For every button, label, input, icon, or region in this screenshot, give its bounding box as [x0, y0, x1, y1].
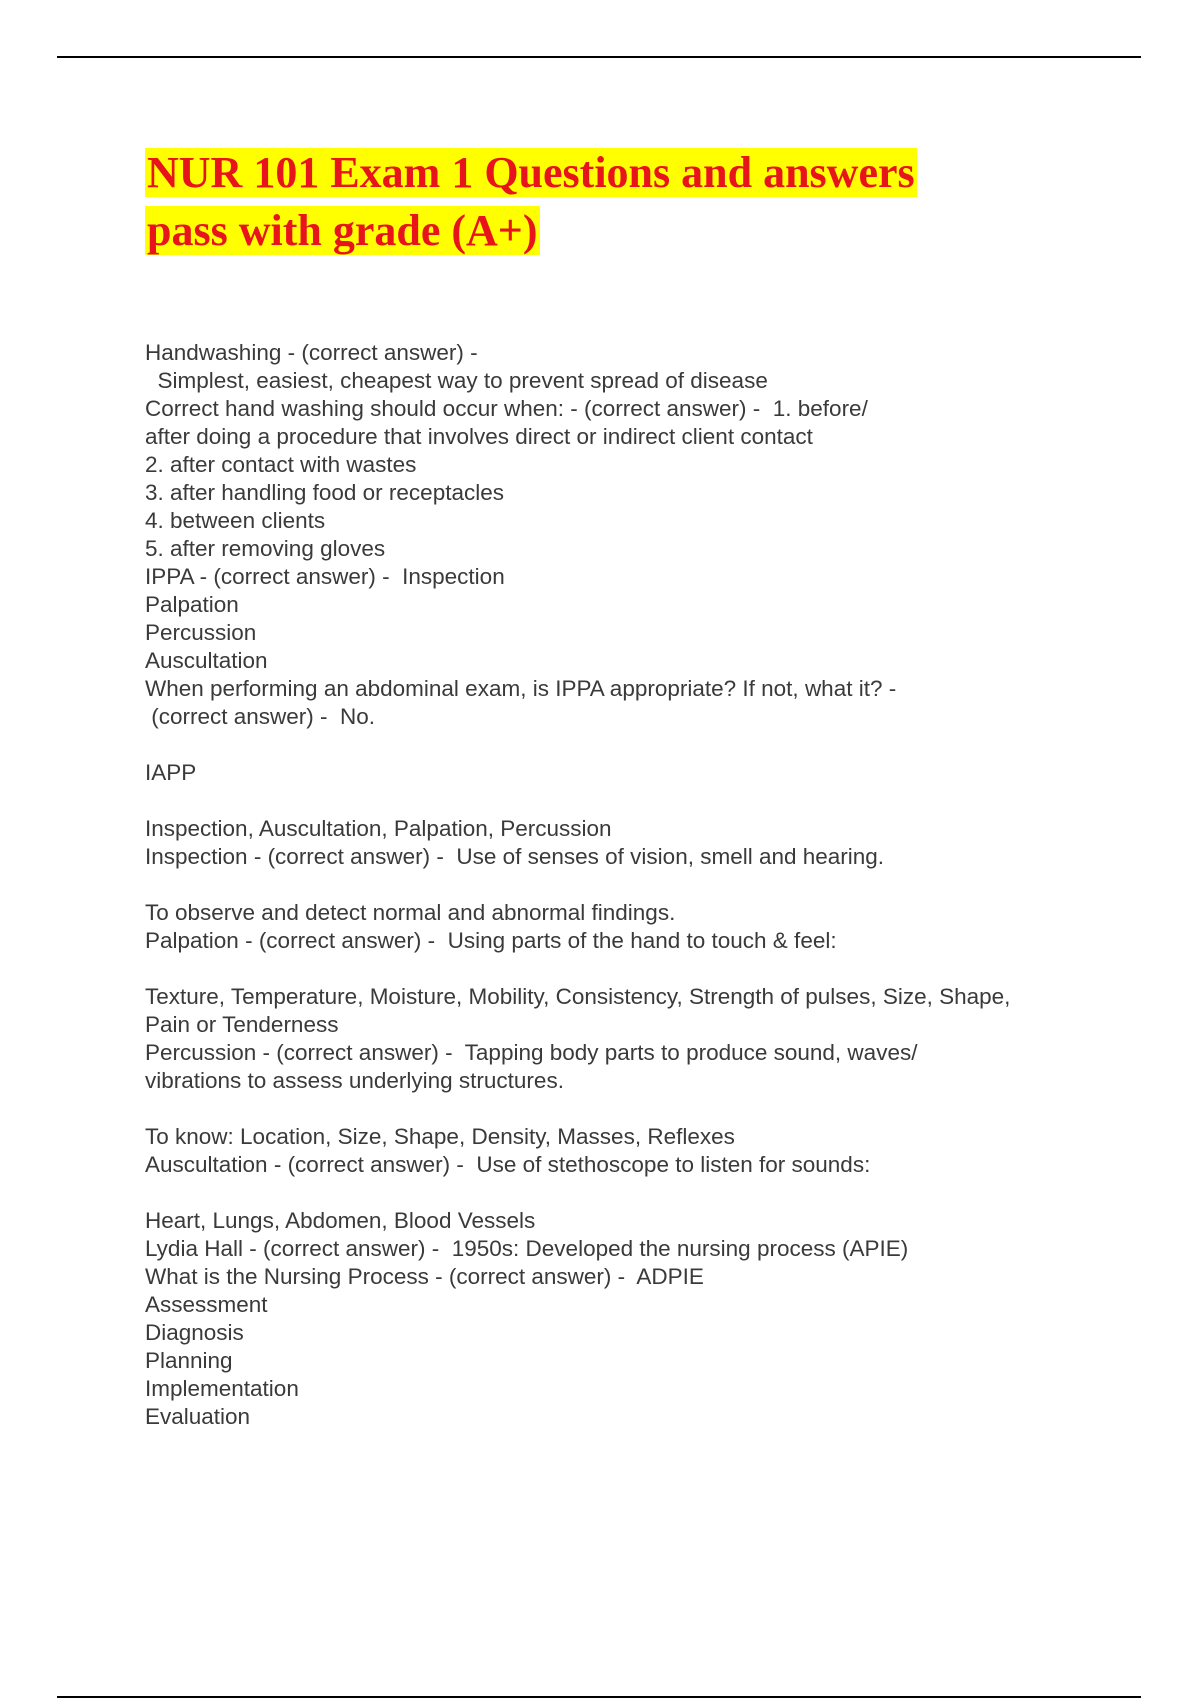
text-line: Texture, Temperature, Moisture, Mobility, Consistency, Strength of pulses, Size, Shape,	[145, 984, 1011, 1009]
text-line: 3. after handling food or receptacles	[145, 480, 504, 505]
text-line: When performing an abdominal exam, is IPPA appropriate? If not, what it? -	[145, 676, 897, 701]
text-line: Auscultation - (correct answer) - Use of stethoscope to listen for sounds:	[145, 1152, 871, 1177]
text-line: What is the Nursing Process - (correct answer) - ADPIE	[145, 1264, 704, 1289]
text-line: vibrations to assess underlying structures.	[145, 1068, 564, 1093]
blank-line	[145, 1179, 1105, 1207]
text-line: Lydia Hall - (correct answer) - 1950s: Developed the nursing process (APIE)	[145, 1236, 909, 1261]
blank-line	[145, 871, 1105, 899]
text-line: Implementation	[145, 1376, 299, 1401]
text-line: 2. after contact with wastes	[145, 452, 417, 477]
top-rule	[57, 56, 1141, 58]
text-line: Heart, Lungs, Abdomen, Blood Vessels	[145, 1208, 536, 1233]
document-body	[145, 339, 1105, 1431]
blank-line	[145, 955, 1105, 983]
text-line: Pain or Tenderness	[145, 1012, 339, 1037]
text-line: Inspection - (correct answer) - Use of senses of vision, smell and hearing.	[145, 844, 885, 869]
document-title	[145, 144, 1045, 260]
text-line: Correct hand washing should occur when: - (correct answer) - 1. before/	[145, 396, 868, 421]
bottom-rule	[57, 1696, 1141, 1698]
text-line: after doing a procedure that involves direct or indirect client contact	[145, 424, 813, 449]
text-line: Assessment	[145, 1292, 268, 1317]
title-line-1: NUR 101 Exam 1 Questions and answers	[147, 148, 915, 197]
text-line: Percussion - (correct answer) - Tapping body parts to produce sound, waves/	[145, 1040, 918, 1065]
text-line: 4. between clients	[145, 508, 326, 533]
text-line: Inspection, Auscultation, Palpation, Percussion	[145, 816, 612, 841]
title-line-2: pass with grade (A+)	[147, 206, 538, 255]
text-line: To observe and detect normal and abnormal findings.	[145, 900, 676, 925]
text-line: 5. after removing gloves	[145, 536, 386, 561]
text-line: Evaluation	[145, 1404, 251, 1429]
blank-line	[145, 731, 1105, 759]
text-line: Diagnosis	[145, 1320, 244, 1345]
text-line: Percussion	[145, 620, 257, 645]
blank-line	[145, 1095, 1105, 1123]
text-line: Simplest, easiest, cheapest way to prevent spread of disease	[145, 368, 768, 393]
blank-line	[145, 787, 1105, 815]
text-line: Auscultation	[145, 648, 268, 673]
text-line: IPPA - (correct answer) - Inspection	[145, 564, 505, 589]
text-line: Palpation - (correct answer) - Using parts of the hand to touch & feel:	[145, 928, 837, 953]
text-line: IAPP	[145, 760, 197, 785]
text-line: Planning	[145, 1348, 233, 1373]
text-line: Handwashing - (correct answer) -	[145, 340, 478, 365]
text-line: (correct answer) - No.	[145, 704, 376, 729]
text-line: To know: Location, Size, Shape, Density, Masses, Reflexes	[145, 1124, 735, 1149]
text-line: Palpation	[145, 592, 239, 617]
